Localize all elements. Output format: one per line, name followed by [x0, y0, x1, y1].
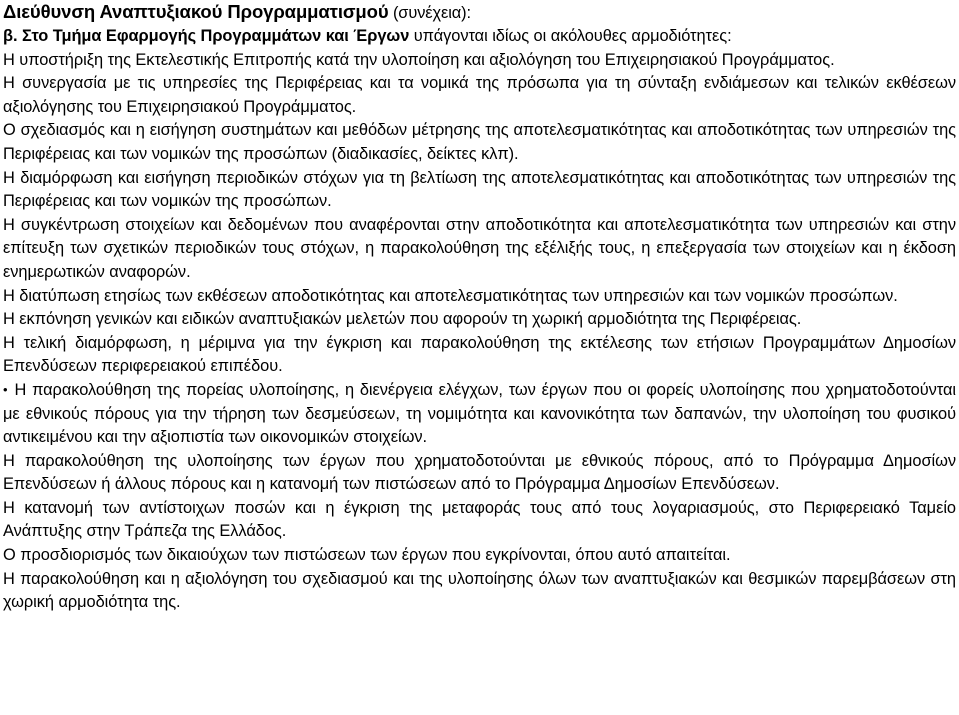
- responsibility-item: [3, 49, 956, 73]
- department-heading-suffix: υπάγονται ιδίως οι ακόλουθες αρμοδιότητες:: [409, 27, 732, 45]
- document-page: [3, 0, 956, 615]
- section-heading: [3, 0, 956, 25]
- responsibility-text: Η συνεργασία με τις υπηρεσίες της Περιφέρειας και τα νομικά της πρόσωπα για τη σύνταξη ενδιάμεσων και τελικών εκθέσεων αξιολόγησης του Επιχειρησιακού Προγράμματος.: [3, 74, 956, 116]
- responsibility-text: Η εκπόνηση γενικών και ειδικών αναπτυξιακών μελετών που αφορούν τη χωρική αρμοδιότητα της Περιφέρειας.: [3, 310, 802, 329]
- department-heading-bold: β. Στο Τμήμα Εφαρμογής Προγραμμάτων και Έργων: [3, 27, 410, 45]
- responsibility-text: Ο σχεδιασμός και η εισήγηση συστημάτων και μεθόδων μέτρησης της αποτελεσματικότητας και αποδοτικότητας των υπηρεσιών της Περιφέρειας και των νομικών της προσώπων (διαδικασίες, δείκτες κλπ).: [3, 121, 956, 163]
- responsibility-item: [3, 285, 956, 309]
- department-heading: [3, 25, 956, 49]
- responsibility-text: Η κατανομή των αντίστοιχων ποσών και η έγκριση της μεταφοράς τους από τους λογαριασμούς, στο Περιφερειακό Ταμείο Ανάπτυξης στην Τράπεζα της Ελλάδος.: [3, 498, 956, 541]
- responsibility-text: Η διαμόρφωση και εισήγηση περιοδικών στόχων για τη βελτίωση της αποτελεσματικότητας και αποδοτικότητας των υπηρεσιών της Περιφέρειας και των νομικών της προσώπων.: [3, 168, 956, 211]
- responsibility-item: [3, 119, 956, 166]
- responsibility-text: Η διατύπωση ετησίως των εκθέσεων αποδοτικότητας και αποτελεσματικότητας των υπηρεσιών και των νομικών προσώπων.: [3, 286, 898, 305]
- responsibility-item: [3, 568, 956, 615]
- responsibility-item: [3, 214, 956, 285]
- responsibility-item: [3, 167, 956, 214]
- responsibility-text: Ο προσδιορισμός των δικαιούχων των πιστώσεων των έργων που εγκρίνονται, όπου αυτό απαιτείται.: [3, 546, 731, 565]
- responsibility-item: [3, 544, 956, 568]
- responsibility-item: [3, 450, 956, 497]
- section-heading-bold: Διεύθυνση Αναπτυξιακού Προγραμματισμού: [3, 1, 389, 22]
- responsibility-item: [3, 379, 956, 450]
- responsibility-text: Η συγκέντρωση στοιχείων και δεδομένων που αναφέρονται στην αποδοτικότητα και αποτελεσματικότητα των υπηρεσιών και στην επίτευξη των σχετικών περιοδικών τους στόχων, η παρακολούθηση της εξέλιξής τους, η επεξεργασία των στοιχείων και η έκδοση ενημερωτικών αναφορών.: [3, 215, 956, 281]
- responsibilities-list: [3, 49, 956, 615]
- responsibility-text: Η υποστήριξη της Εκτελεστικής Επιτροπής κατά την υλοποίηση και αξιολόγηση του Επιχειρησιακού Προγράμματος.: [3, 50, 835, 69]
- section-heading-suffix: (συνέχεια):: [388, 4, 471, 22]
- responsibility-text: Η τελική διαμόρφωση, η μέριμνα για την έγκριση και παρακολούθηση της εκτέλεσης των ετήσιων Προγραμμάτων Δημοσίων Επενδύσεων περιφερειακού επιπέδου.: [3, 333, 956, 376]
- responsibility-text: Η παρακολούθηση και η αξιολόγηση του σχεδιασμού και της υλοποίησης όλων των αναπτυξιακών και θεσμικών παρεμβάσεων στη χωρική αρμοδιότητα της.: [3, 569, 956, 612]
- responsibility-text: Η παρακολούθηση της υλοποίησης των έργων που χρηματοδοτούνται με εθνικούς πόρους, από το Πρόγραμμα Δημοσίων Επενδύσεων ή άλλους πόρους και η κατανομή των πιστώσεων από το Πρόγραμμα Δημοσίων Επενδύσεων.: [3, 451, 956, 494]
- responsibility-item: [3, 497, 956, 544]
- responsibility-item: [3, 332, 956, 379]
- responsibility-item: [3, 308, 956, 332]
- responsibility-item: [3, 72, 956, 119]
- responsibility-text: Η παρακολούθηση της πορείας υλοποίησης, η διενέργεια ελέγχων, των έργων που οι φορείς υλοποίησης που χρηματοδοτούνται με εθνικούς πόρους για την τήρηση των δεσμεύσεων, τη νομιμότητα και κανονικότητα των δαπανών, την υλοποίηση του φυσικού αντικειμένου και την αξιοπιστία των οικονομικών στοιχείων.: [3, 380, 956, 447]
- bullet-dot-icon: •: [3, 381, 8, 397]
